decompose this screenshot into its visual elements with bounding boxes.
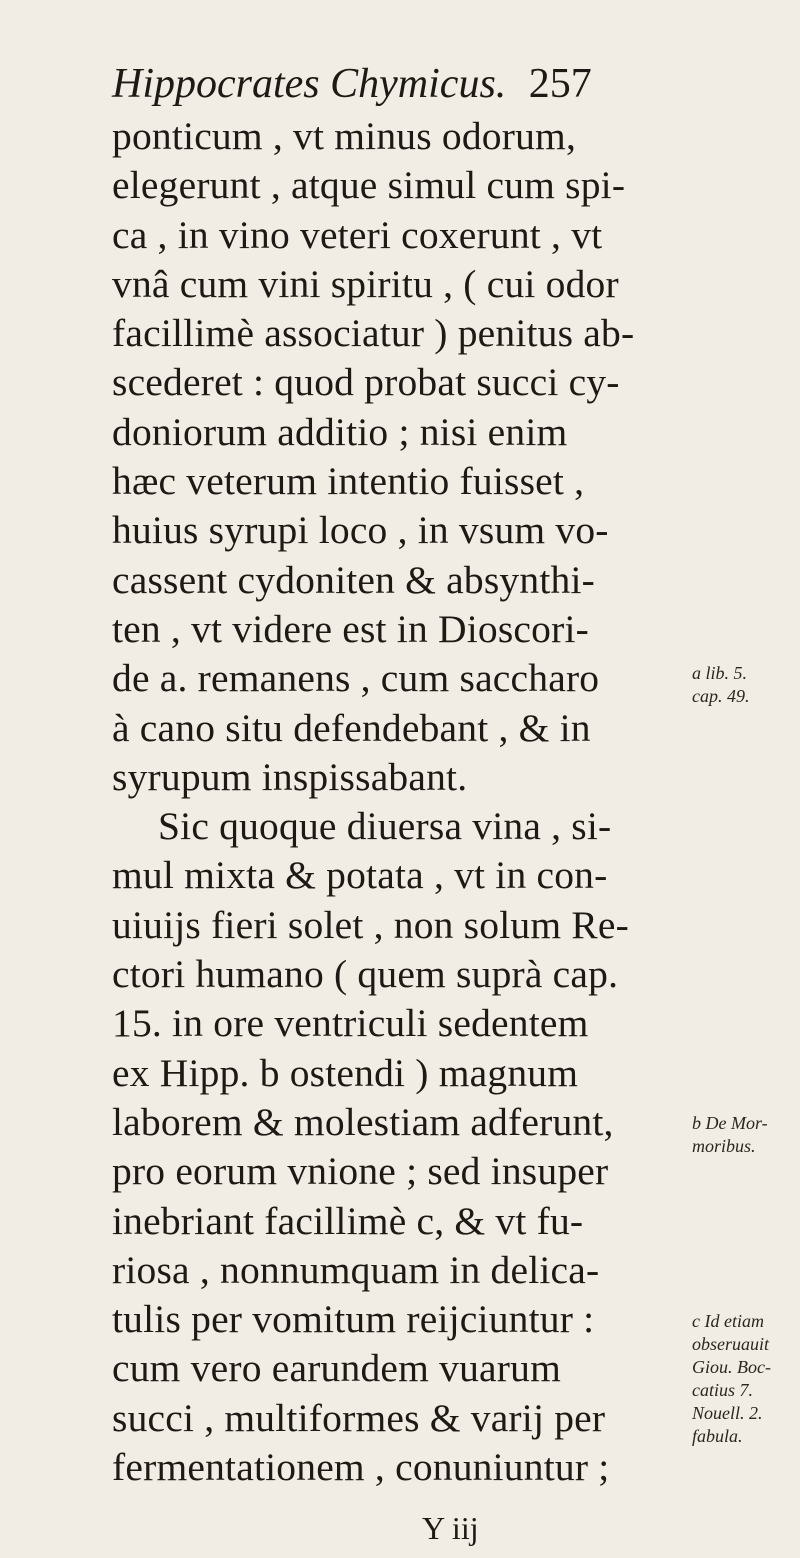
signature-mark: Y iij	[422, 1510, 479, 1546]
text-line: ctori humano ( quem suprà cap.	[112, 952, 619, 997]
text-line: inebriant facillimè c, & vt fu-	[112, 1198, 584, 1243]
page-number: 257	[528, 61, 592, 107]
text-line: ex Hipp. b ostendi ) magnum	[112, 1050, 579, 1095]
text-line: hæc veterum intentio fuisset ,	[112, 459, 585, 504]
marginal-note-line: a lib. 5.	[692, 663, 748, 683]
text-line: de a. remanens , cum saccharo	[112, 656, 600, 701]
running-title: Hippocrates Chymicus.	[112, 61, 507, 107]
text-line: uiuijs fieri solet , non solum Re-	[112, 902, 629, 947]
marginal-note-a	[692, 662, 796, 708]
text-line: pro eorum vnione ; sed insuper	[112, 1149, 609, 1194]
text-line: ca , in vino veteri coxerunt , vt	[112, 212, 603, 257]
marginal-note-line: catius 7.	[692, 1380, 753, 1400]
text-line: à cano situ defendebant , & in	[112, 705, 591, 750]
marginal-note-line: moribus.	[692, 1136, 756, 1156]
text-line: laborem & molestiam adferunt,	[112, 1099, 614, 1144]
text-line: cassent cydoniten & absynthi-	[112, 557, 595, 602]
text-line: succi , multiformes & varij per	[112, 1395, 606, 1440]
text-line: fermentationem , conuniuntur ;	[112, 1445, 610, 1490]
marginal-note-line: Giou. Boc-	[692, 1357, 771, 1377]
marginal-note-line: fabula.	[692, 1426, 743, 1446]
text-line: ponticum , vt minus odorum,	[112, 114, 577, 158]
text-line: tulis per vomitum reijciuntur :	[112, 1297, 595, 1342]
page-header	[112, 58, 632, 110]
text-line: huius syrupi loco , in vsum vo-	[112, 508, 609, 553]
marginal-note-line: Nouell. 2.	[692, 1403, 763, 1423]
text-line: riosa , nonnumquam in delica-	[112, 1247, 600, 1292]
text-line-paragraph-start: Sic quoque diuersa vina , si-	[158, 804, 612, 849]
main-text	[112, 112, 687, 1492]
text-line: cum vero earundem vuarum	[112, 1346, 562, 1391]
marginal-note-c	[692, 1310, 796, 1448]
marginal-note-line: c Id etiam	[692, 1311, 764, 1331]
text-line: mul mixta & potata , vt in con-	[112, 853, 608, 898]
text-line: syrupum inspissabant.	[112, 754, 468, 799]
marginal-note-line: obseruauit	[692, 1334, 770, 1354]
text-line: facillimè associatur ) penitus ab-	[112, 311, 635, 356]
text-line: vnâ cum vini spiritu , ( cui odor	[112, 261, 619, 306]
marginal-note-line: cap. 49.	[692, 686, 750, 706]
text-line: scederet : quod probat succi cy-	[112, 360, 620, 405]
text-line: elegerunt , atque simul cum spi-	[112, 163, 626, 208]
text-line: ten , vt videre est in Dioscori-	[112, 606, 589, 651]
marginal-note-b	[692, 1112, 796, 1158]
text-line: 15. in ore ventriculi sedentem	[112, 1001, 589, 1046]
marginal-note-line: b De Mor-	[692, 1113, 768, 1133]
text-line: doniorum additio ; nisi enim	[112, 409, 568, 454]
